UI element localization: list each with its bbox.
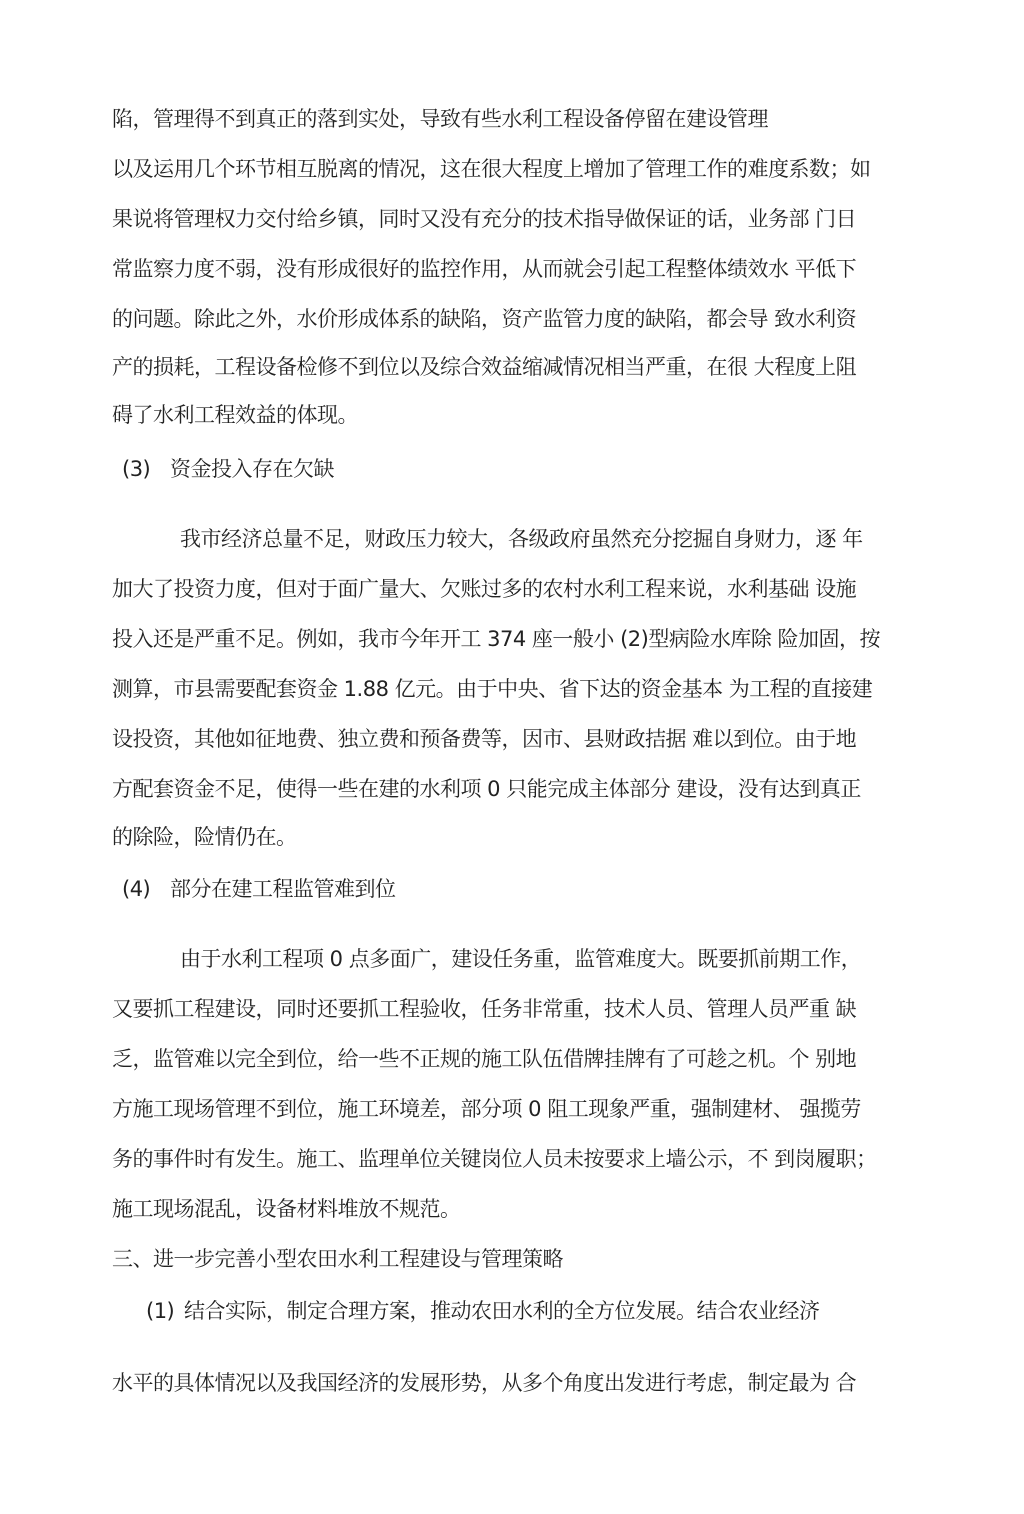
text-line: 又要抓工程建设，同时还要抓工程验收，任务非常重，技术人员、管理人员严重 缺 [112, 997, 857, 1021]
text-line: 碍了水利工程效益的体现。 [112, 403, 358, 427]
section-heading: 三、进一步完善小型农田水利工程建设与管理策略 [112, 1247, 563, 1271]
text-line: 加大了投资力度，但对于面广量大、欠账过多的农村水利工程来说，水利基础 设施 [112, 577, 857, 601]
text-line: 务的事件时有发生。施工、监理单位关键岗位人员未按要求上墙公示，不 到岗履职； [112, 1147, 877, 1171]
text-line: 果说将管理权力交付给乡镇，同时又没有充分的技术指导做保证的话，业务部 门日 [112, 207, 857, 231]
subheading-3 [122, 454, 334, 484]
text-line: 常监察力度不弱，没有形成很好的监控作用，从而就会引起工程整体绩效水 平低下 [112, 257, 857, 281]
subheading-number: (3) [122, 457, 151, 481]
text-line: 的问题。除此之外，水价形成体系的缺陷，资产监管力度的缺陷，都会导 致水利资 [112, 307, 857, 331]
subheading-text: 资金投入存在欠缺 [170, 457, 334, 481]
text-line: 陷，管理得不到真正的落到实处，导致有些水利工程设备停留在建设管理 [112, 107, 768, 131]
text-line: 的除险，险情仍在。 [112, 825, 297, 849]
item-text: 结合实际，制定合理方案，推动农田水利的全方位发展。结合农业经济 [184, 1299, 820, 1323]
text-line: 方施工现场管理不到位，施工环境差，部分项 0 阻工现象严重，强制建材、 强揽劳 [112, 1097, 861, 1121]
subheading-4 [122, 874, 396, 904]
text-line: 乏，监管难以完全到位，给一些不正规的施工队伍借牌挂牌有了可趁之机。个 别地 [112, 1047, 857, 1071]
text-line: 我市经济总量不足，财政压力较大，各级政府虽然充分挖掘自身财力，逐 年 [180, 527, 863, 551]
text-line: 测算，市县需要配套资金 1.88 亿元。由于中央、省下达的资金基本 为工程的直接建 [112, 677, 873, 701]
text-line: 由于水利工程项 0 点多面广，建设任务重，监管难度大。既要抓前期工作， [180, 947, 862, 971]
numbered-item-1 [146, 1296, 820, 1326]
subheading-text: 部分在建工程监管难到位 [170, 877, 396, 901]
subheading-number: (4) [122, 877, 151, 901]
text-line: 投入还是严重不足。例如，我市今年开工 374 座一般小 (2)型病险水库除 险加固，按 [112, 627, 881, 651]
item-number: (1) [146, 1299, 175, 1323]
text-line: 施工现场混乱，设备材料堆放不规范。 [112, 1197, 461, 1221]
text-line: 以及运用几个环节相互脱离的情况，这在很大程度上增加了管理工作的难度系数；如 [112, 157, 871, 181]
text-line: 产的损耗，工程设备检修不到位以及综合效益缩减情况相当严重，在很 大程度上阻 [112, 355, 857, 379]
text-line: 设投资，其他如征地费、独立费和预备费等，因市、县财政拮据 难以到位。由于地 [112, 727, 857, 751]
text-line: 水平的具体情况以及我国经济的发展形势，从多个角度出发进行考虑，制定最为 合 [112, 1371, 857, 1395]
text-line: 方配套资金不足，使得一些在建的水利项 0 只能完成主体部分 建设，没有达到真正 [112, 777, 861, 801]
